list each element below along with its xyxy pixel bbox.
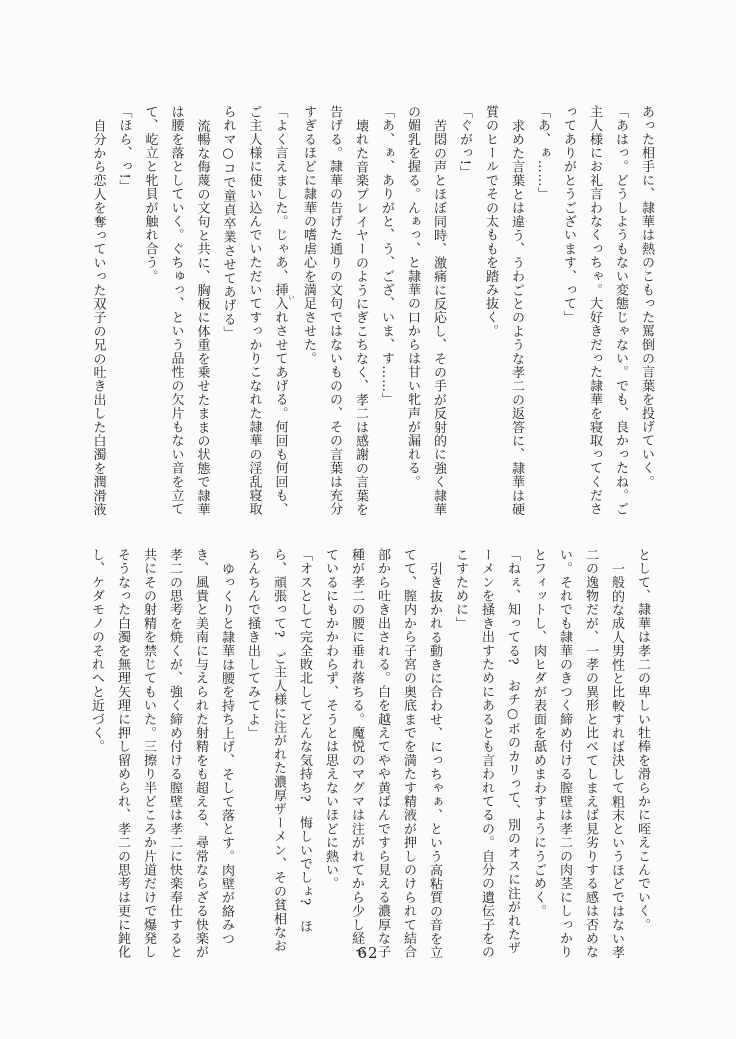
text-column: の媚乳を握る。んぁっ、と隷華の口からは甘い牝声が漏れる。 <box>405 105 420 489</box>
text-column: 「オスとして完全敗北してどんな気持ち? 悔しいでしょ? ほ <box>297 548 312 934</box>
text-column: あった相手に、隷華は熱のこもった罵倒の言葉を投げていく。 <box>639 105 654 489</box>
text-column: そうなった白濁を無理矢理に押し留められ、孝二の思考は更に鈍化 <box>115 548 130 959</box>
text-column: 引き抜かれる動きに合わせ、にっちゃぁ、という高粘質の音を立 <box>427 562 442 960</box>
text-column: 告げる。隷華の告げた通りの文句ではないものの、その言葉は充分 <box>327 105 342 516</box>
text-column: とフィットし、肉ヒダが表面を舐めまわすようにうごめく。 <box>531 548 546 918</box>
text-column: 二の逸物だが、一孝の異形と比べてしまえば見劣りする感は否めな <box>583 548 598 959</box>
text-column: ら、頑張って? ご主人様に注がれた濃厚ザーメン、その貧相なお <box>271 548 286 953</box>
text-column: 「ねぇ、知ってる? おチ○ポのカリって、別のオスに注がれたザ <box>505 548 520 955</box>
text-column: 孝二の思考を焼くが、強く締め付ける膣壁は孝二に快楽奉仕すると <box>167 548 182 959</box>
text-column: ゆっくりと隷華は腰を持ち上げ、そして落とす。肉壁が絡みつ <box>219 562 234 946</box>
text-column: ーメンを掻き出すためにあるとも言われてるの。自分の遺伝子をの <box>479 548 494 959</box>
text-column: こすために」 <box>453 548 468 631</box>
text-column: 「ぐがっ!」 <box>457 105 472 180</box>
text-column: 「ほら、っ!」 <box>116 105 132 194</box>
text-column: て、屹立と牝貝が触れ合う。 <box>142 105 158 284</box>
text-column: は腰を落としていく。ぐちゅっ、という品性の欠片もない音を立て <box>168 105 184 516</box>
text-column: 主人様にお礼言わなくっちゃ。大好きだった隷華を寝取ってくださ <box>587 105 602 516</box>
text-column: 苦悶の声とほぼ同時、激痛に反応し、その手が反射的に強く隷華 <box>431 119 446 517</box>
text-column: ってありがとうございます、って」 <box>561 105 576 325</box>
text-column: 求めた言葉とは違う、うわごとのような孝二の返答に、隷華は硬 <box>509 119 524 517</box>
text-column: 自分から恋人を奪っていった双子の兄の吐き出した白濁を潤滑液 <box>90 119 106 517</box>
text-column: 一般的な成人男性と比較すれば決して粗末というほどではない孝 <box>609 562 624 960</box>
text-column: 「あ、ぁ……」 <box>535 105 550 201</box>
text-column: ているにもかかわらず、そうとは思えないほどに熱い。 <box>323 548 338 891</box>
text-column: てて、膣内から子宮の奥底までを満たす精液が押しのけられて結合 <box>401 548 416 959</box>
page-number: 62 <box>357 944 379 962</box>
text-column: られマ○コで童貞卒業させてあげる」 <box>220 105 236 340</box>
text-column: 「よく言えました。じゃあ、挿入 いれさせてあげる。何回も何回も、 <box>272 105 295 517</box>
text-column: 「あはっ。どうしようもない変態じゃない。でも、良かったね。ご <box>613 105 628 516</box>
text-column: として、隷華は孝二の卑しい牡棒を滑らかに咥えこんでいく。 <box>635 548 650 932</box>
text-column: 壊れた音楽プレイヤーのようにぎこちなく、孝二は感謝の言葉を <box>353 119 368 517</box>
text-column: い。それでも隷華のきつく締め付ける膣壁は孝二の肉茎にしっかり <box>557 548 572 959</box>
text-column: 流暢な侮蔑の文句と共に、胸板に体重を乗せたままの状態で隷華 <box>194 119 210 517</box>
text-column: し、ケダモノのそれへと近づく。 <box>89 548 104 754</box>
text-column: 質のヒールでその太ももを踏み抜く。 <box>483 105 498 338</box>
text-column: ちんちんで掻き出してみてよ」 <box>245 548 260 740</box>
text-column: 部から吐き出される。白を越えてやや黄ばんですら見える濃厚な子 <box>375 548 390 959</box>
text-band-top <box>85 105 660 517</box>
text-column: 共にその射精を禁じてもいた。三擦り半どころか片道だけで爆発し <box>141 548 156 959</box>
text-column: すぎるほどに隷華の嗜虐心を満足させた。 <box>301 105 316 366</box>
text-column: 「あ、ぁ、ありがと、う、ござ、いま、す……」 <box>379 105 394 407</box>
text-column: き、風貴と美南に与えられた射精をも超える、尋常ならざる快楽が <box>193 548 208 959</box>
text-column: 種が孝二の腰に垂れ落ちる。魔悦のマグマは注がれてから少し経っ <box>349 548 364 959</box>
text-column: ご主人様に使い込んでいただいてすっかりこなれた隷華の淫乱寝取 <box>246 105 262 516</box>
